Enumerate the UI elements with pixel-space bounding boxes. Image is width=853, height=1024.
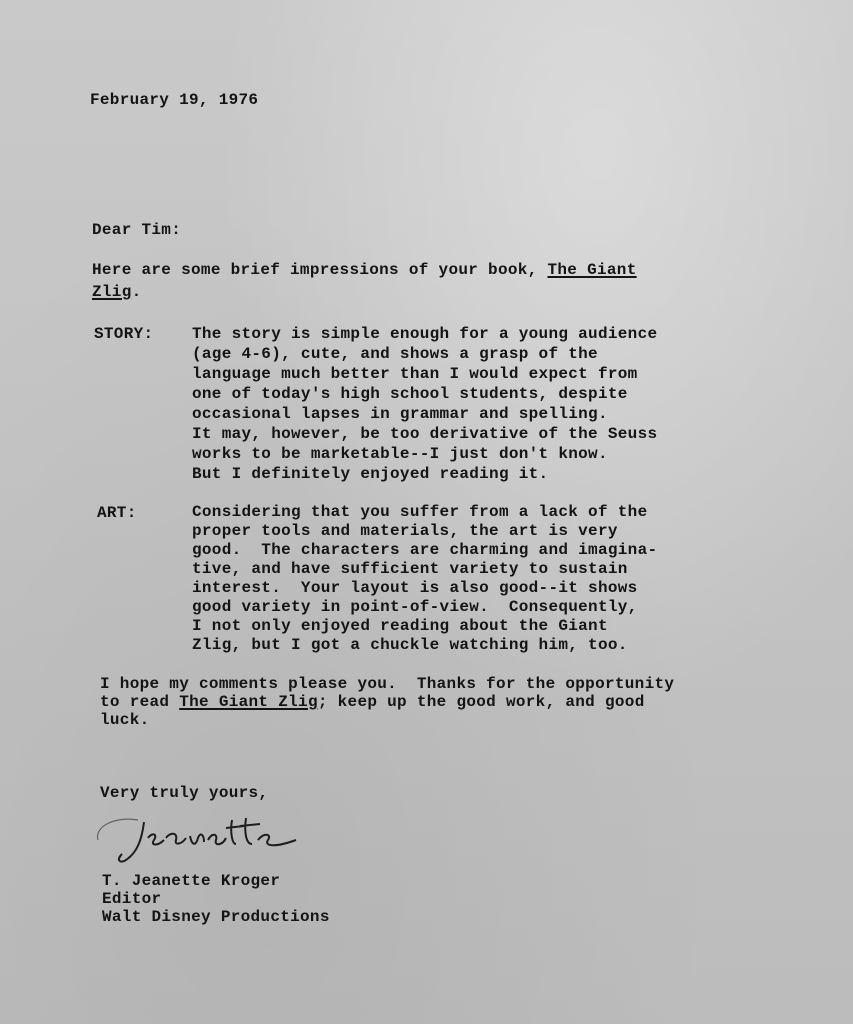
book-title-part-2: Zlig: [92, 283, 132, 301]
art-line: I not only enjoyed reading about the Giant: [192, 617, 608, 635]
closing-line-1: I hope my comments please you. Thanks for the opportunity: [100, 675, 675, 693]
closing-line-3: luck.: [100, 711, 150, 729]
signer-name: T. Jeanette Kroger: [102, 872, 281, 890]
art-line: Considering that you suffer from a lack of the: [192, 503, 648, 521]
art-line: proper tools and materials, the art is very: [192, 522, 618, 540]
book-title-closing: The Giant Zlig: [179, 693, 318, 711]
story-line: (age 4-6), cute, and shows a grasp of the: [192, 345, 598, 363]
story-line: The story is simple enough for a young audience: [192, 325, 658, 343]
story-line: one of today's high school students, despite: [192, 385, 628, 403]
story-line: language much better than I would expect from: [192, 365, 638, 383]
art-line: good variety in point-of-view. Consequently,: [192, 598, 638, 616]
art-line: good. The characters are charming and imagina-: [192, 541, 658, 559]
salutation: Dear Tim:: [92, 221, 182, 239]
intro-line-2: [92, 282, 142, 302]
story-line: It may, however, be too derivative of the Seuss: [192, 425, 658, 443]
closing-line-2: [100, 693, 645, 711]
closing-text-end: ; keep up the good work, and good: [317, 693, 645, 711]
valediction: Very truly yours,: [100, 784, 269, 802]
art-label: ART:: [97, 504, 137, 522]
intro-line-1: [92, 260, 637, 280]
art-line: interest. Your layout is also good--it shows: [192, 579, 638, 597]
letter-date: February 19, 1976: [90, 91, 259, 109]
book-title-part-1: The Giant: [547, 261, 637, 279]
art-paragraph: [192, 503, 657, 655]
signer-company: Walt Disney Productions: [102, 908, 330, 926]
story-line: works to be marketable--I just don't know.: [192, 445, 608, 463]
intro-text: Here are some brief impressions of your book,: [92, 261, 548, 279]
signer-title: Editor: [102, 890, 162, 908]
art-line: Zlig, but I got a chuckle watching him, too.: [192, 636, 628, 654]
closing-text: to read: [100, 693, 180, 711]
story-paragraph: [192, 324, 657, 484]
handwritten-signature: [86, 802, 316, 872]
story-line: But I definitely enjoyed reading it.: [192, 465, 549, 483]
story-line: occasional lapses in grammar and spelling.: [192, 405, 608, 423]
art-line: tive, and have sufficient variety to sustain: [192, 560, 628, 578]
intro-period: .: [131, 283, 142, 301]
story-label: STORY:: [94, 325, 154, 343]
